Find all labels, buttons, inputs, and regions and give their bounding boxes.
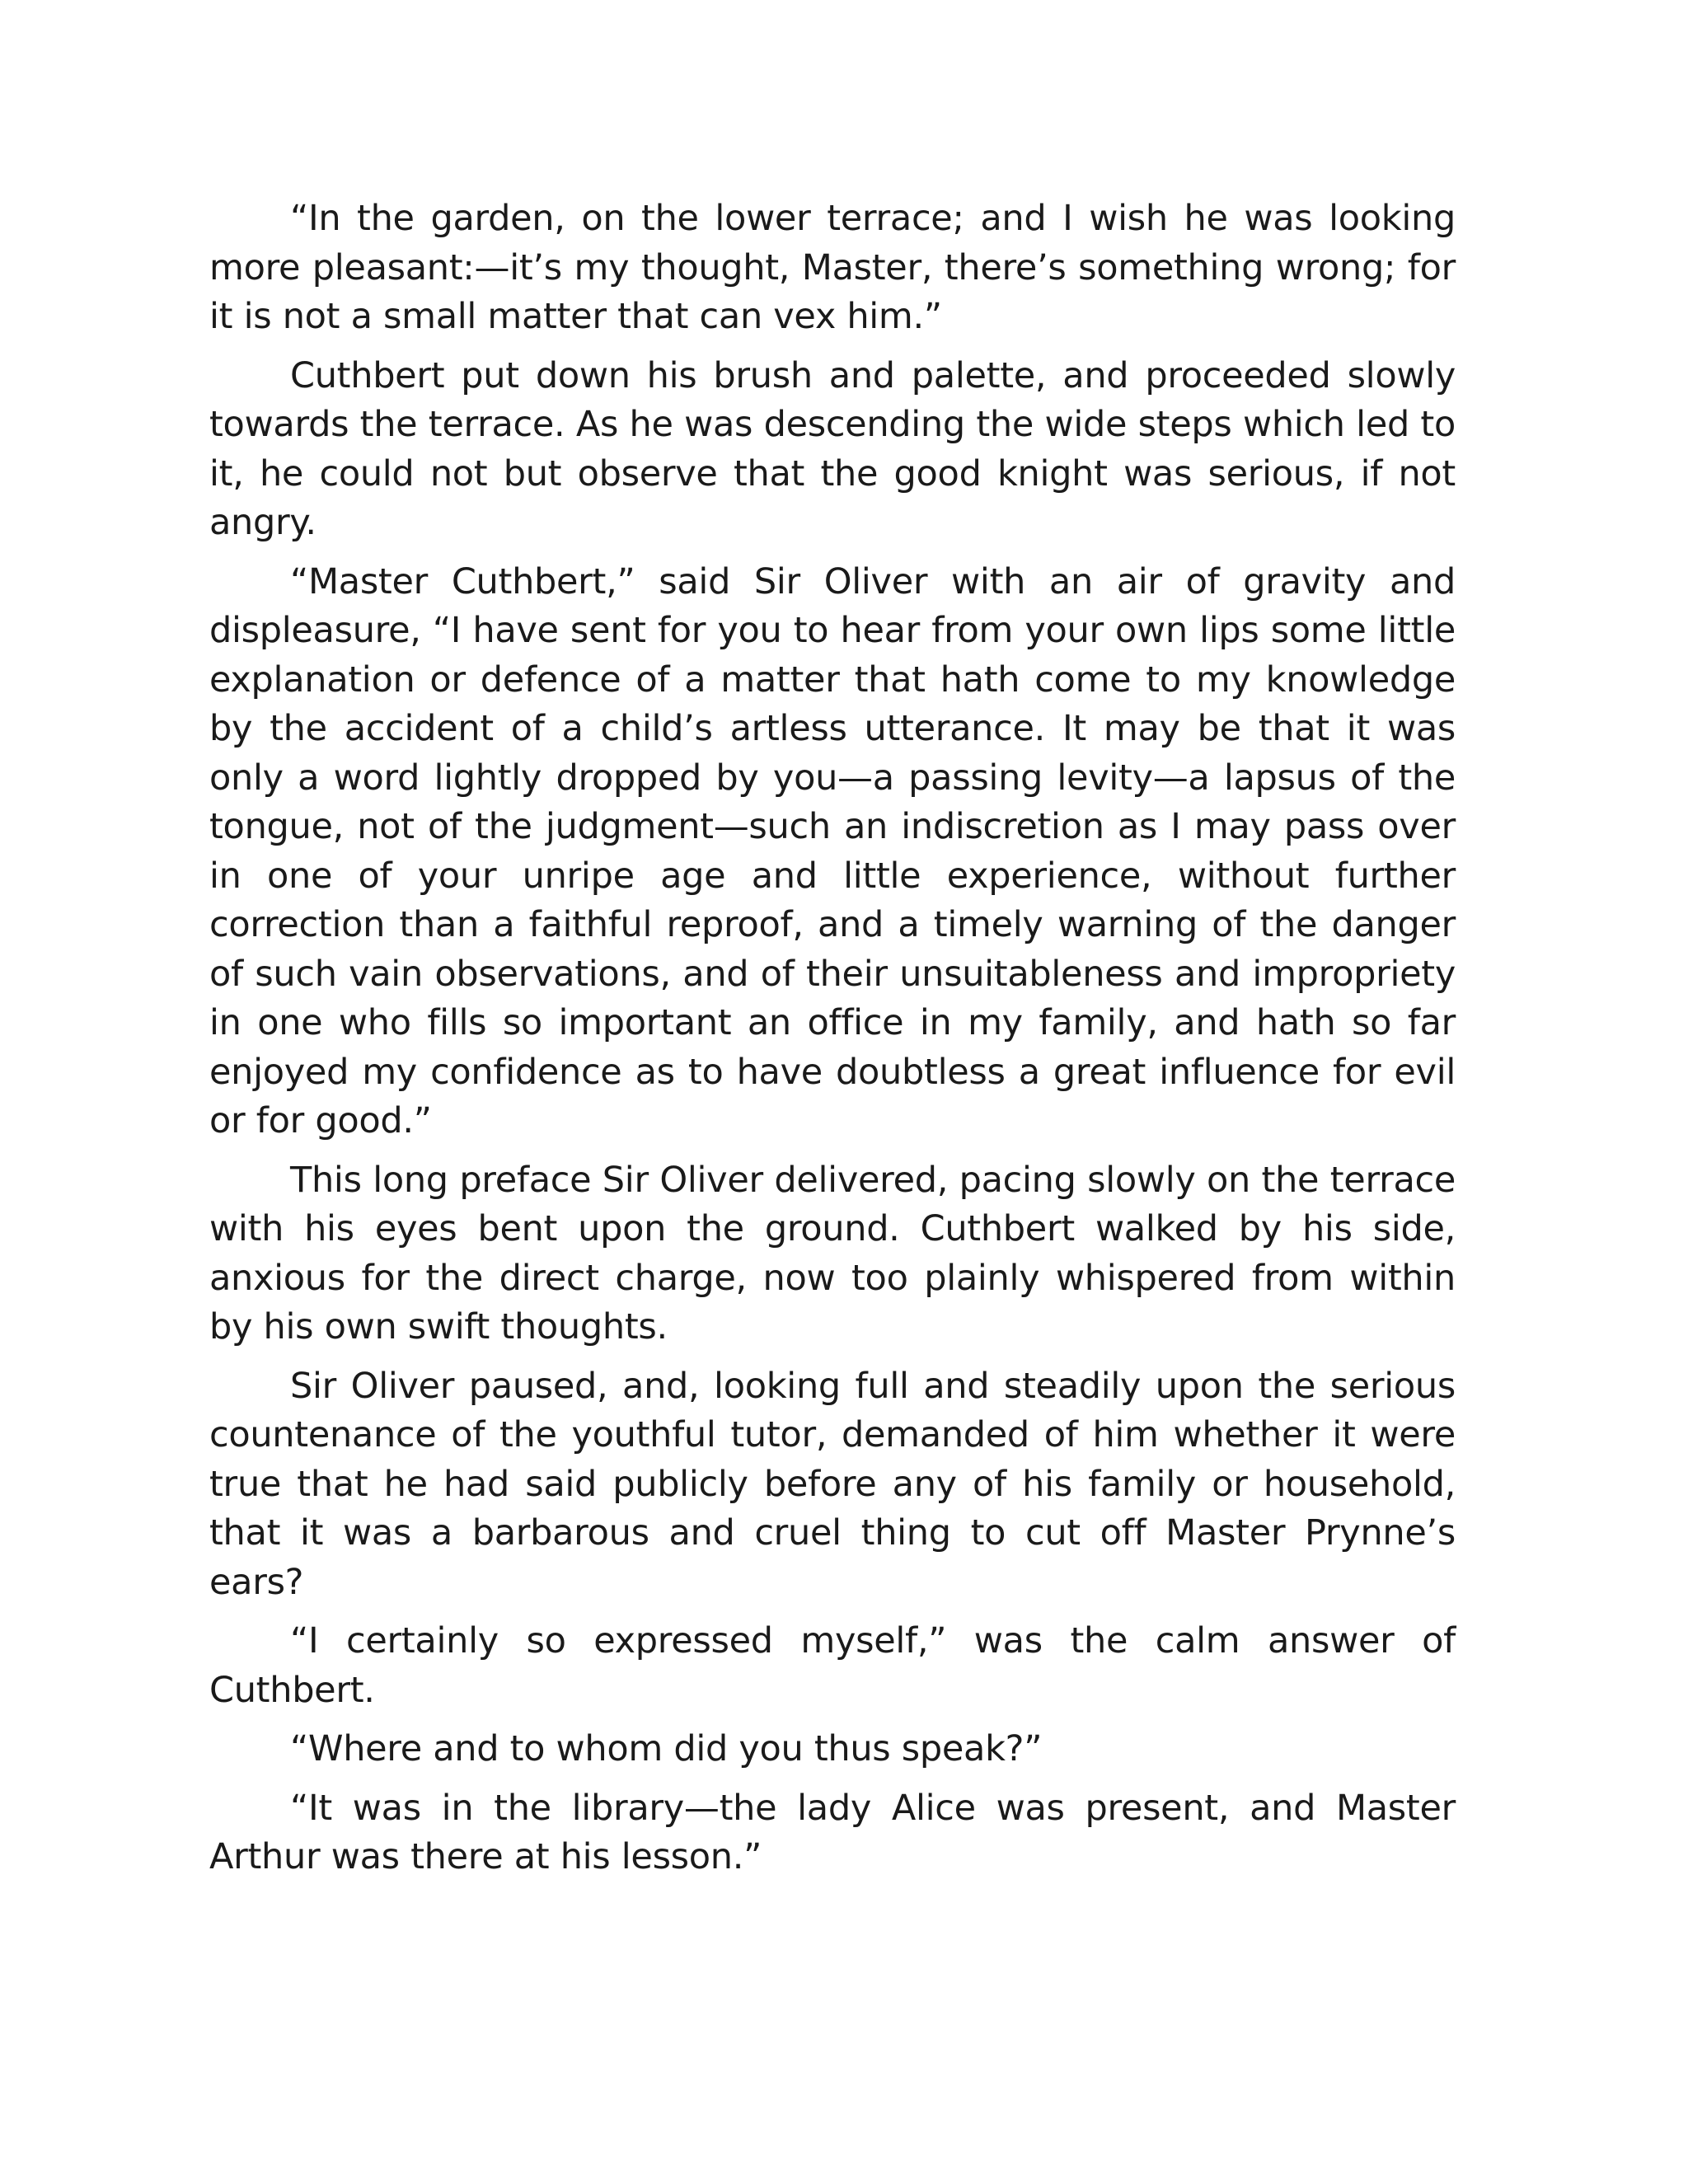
paragraph-2: Cuthbert put down his brush and palette, and proceeded slowly towards the terrace. As he was descending the wide steps which led to it, he could not but observe that the good knight was serious, if not angry. <box>209 354 1456 543</box>
paragraph-6: “I certainly so expressed myself,” was the calm answer of Cuthbert. <box>209 1620 1456 1711</box>
paragraph-3: “Master Cuthbert,” said Sir Oliver with an air of gravity and displeasure, “I have sent for you to hear from your own lips some little explanation or defence of a matter that hath come to my knowledge by the accident of a child’s artless utterance. It may be that it was only a word lightly dropped by you—a passing levity—a lapsus of the tongue, not of the judgment—such an indiscretion as I may pass over in one of your unripe age and little experience, without further correction than a faithful reproof, and a timely warning of the danger of such vain observations, and of their unsuitableness and impropriety in one who fills so important an office in my family, and hath so far enjoyed my confidence as to have doubtless a great influence for evil or for good.” <box>209 560 1456 1141</box>
paragraph-1: “In the garden, on the lower terrace; and I wish he was looking more pleasant:—it’s my thought, Master, there’s something wrong; for it is not a small matter that can vex him.” <box>209 198 1456 337</box>
paragraph-7: “Where and to whom did you thus speak?” <box>290 1728 1043 1769</box>
paragraph-8: “It was in the library—the lady Alice was present, and Master Arthur was there at his lesson.” <box>209 1787 1456 1877</box>
paragraph-5: Sir Oliver paused, and, looking full and steadily upon the serious countenance of the youthful tutor, demanded of him whether it were true that he had said publicly before any of his family or household, that it was a barbarous and cruel thing to cut off Master Prynne’s ears? <box>209 1365 1456 1603</box>
page-text <box>209 194 1456 1892</box>
paragraph-4: This long preface Sir Oliver delivered, pacing slowly on the terrace with his eyes bent upon the ground. Cuthbert walked by his side, anxious for the direct charge, now too plainly whispered from within by his own swift thoughts. <box>209 1159 1456 1347</box>
